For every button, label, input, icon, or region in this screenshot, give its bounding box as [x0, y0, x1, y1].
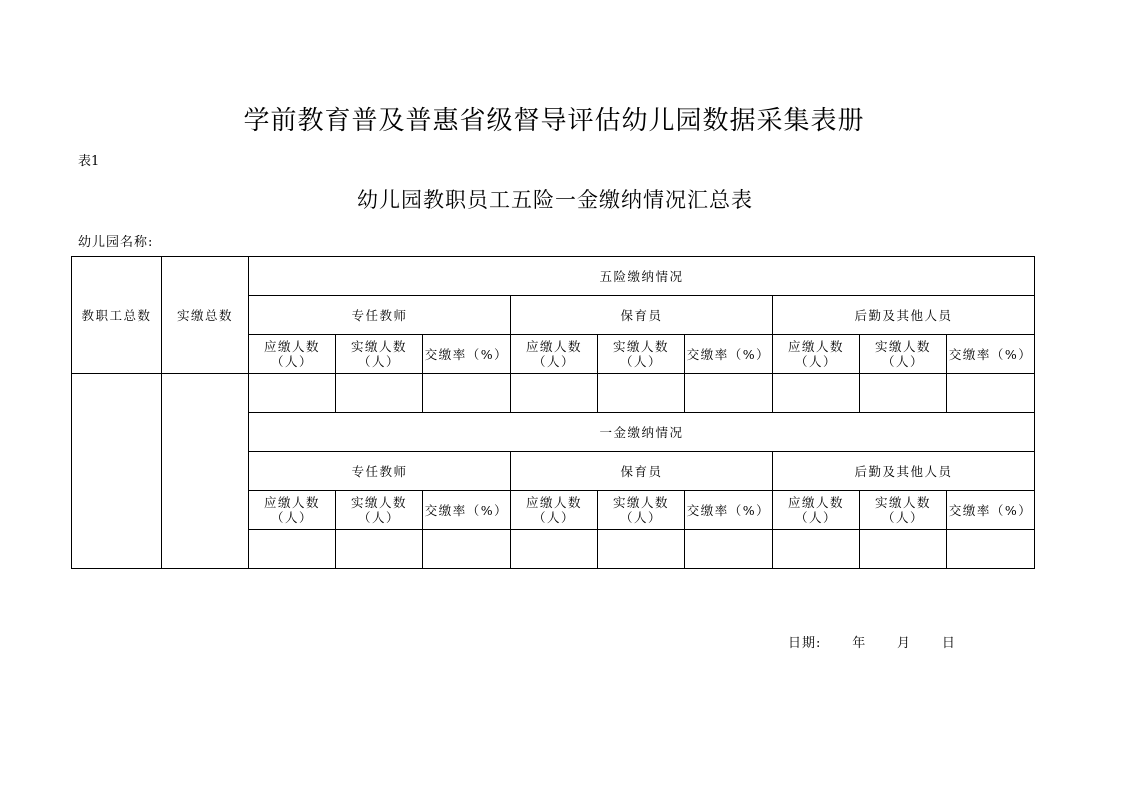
fund-teachers-due-cell[interactable] — [249, 530, 336, 569]
due-count-label: 应缴人数 — [263, 339, 320, 354]
date-line — [788, 632, 956, 651]
header-rate: 交缴率（%） — [685, 335, 773, 374]
date-year: 年 — [852, 636, 867, 651]
due-count-label: 应缴人数 — [787, 339, 844, 354]
fund-group-logistics: 后勤及其他人员 — [773, 452, 1035, 491]
insurance-caregivers-paid-cell[interactable] — [598, 374, 685, 413]
header-paid-count — [860, 491, 947, 530]
total-staff-cell[interactable] — [72, 374, 162, 569]
header-fund-section: 一金缴纳情况 — [249, 413, 1035, 452]
header-actual-total: 实缴总数 — [162, 257, 249, 374]
due-count-unit: （人） — [794, 510, 837, 525]
header-rate: 交缴率（%） — [423, 335, 511, 374]
table-number: 表1 — [78, 154, 100, 169]
fund-logistics-due-cell[interactable] — [773, 530, 860, 569]
fund-logistics-rate-cell[interactable] — [947, 530, 1035, 569]
paid-count-label: 实缴人数 — [350, 339, 407, 354]
date-label: 日期: — [788, 636, 822, 651]
paid-count-label: 实缴人数 — [612, 339, 669, 354]
due-count-unit: （人） — [532, 510, 575, 525]
due-count-unit: （人） — [532, 354, 575, 369]
header-paid-count — [860, 335, 947, 374]
due-count-label: 应缴人数 — [525, 339, 582, 354]
header-due-count — [511, 491, 598, 530]
header-group-logistics: 后勤及其他人员 — [773, 296, 1035, 335]
due-count-label: 应缴人数 — [787, 495, 844, 510]
insurance-data-row — [72, 374, 1035, 413]
payment-summary-table — [71, 256, 1035, 569]
header-paid-count — [598, 335, 685, 374]
paid-count-unit: （人） — [357, 354, 400, 369]
header-total-staff: 教职工总数 — [72, 257, 162, 374]
due-count-label: 应缴人数 — [263, 495, 320, 510]
table-title: 幼儿园教职员工五险一金缴纳情况汇总表 — [357, 188, 753, 212]
header-paid-count — [598, 491, 685, 530]
header-paid-count — [336, 335, 423, 374]
header-due-count — [511, 335, 598, 374]
due-count-unit: （人） — [270, 354, 313, 369]
header-insurance-section: 五险缴纳情况 — [249, 257, 1035, 296]
document-title: 学前教育普及普惠省级督导评估幼儿园数据采集表册 — [243, 106, 865, 136]
date-day: 日 — [941, 636, 956, 651]
paid-count-unit: （人） — [881, 354, 924, 369]
fund-teachers-paid-cell[interactable] — [336, 530, 423, 569]
insurance-caregivers-rate-cell[interactable] — [685, 374, 773, 413]
fund-group-teachers: 专任教师 — [249, 452, 511, 491]
header-due-count — [773, 491, 860, 530]
due-count-label: 应缴人数 — [525, 495, 582, 510]
header-group-teachers: 专任教师 — [249, 296, 511, 335]
paid-count-label: 实缴人数 — [350, 495, 407, 510]
header-due-count — [249, 491, 336, 530]
header-paid-count — [336, 491, 423, 530]
paid-count-label: 实缴人数 — [874, 495, 931, 510]
header-due-count — [773, 335, 860, 374]
paid-count-label: 实缴人数 — [612, 495, 669, 510]
insurance-teachers-rate-cell[interactable] — [423, 374, 511, 413]
header-rate: 交缴率（%） — [423, 491, 511, 530]
due-count-unit: （人） — [270, 510, 313, 525]
fund-teachers-rate-cell[interactable] — [423, 530, 511, 569]
insurance-teachers-due-cell[interactable] — [249, 374, 336, 413]
fund-caregivers-rate-cell[interactable] — [685, 530, 773, 569]
header-rate: 交缴率（%） — [947, 335, 1035, 374]
fund-group-caregivers: 保育员 — [511, 452, 773, 491]
insurance-logistics-rate-cell[interactable] — [947, 374, 1035, 413]
paid-count-unit: （人） — [619, 510, 662, 525]
paid-count-label: 实缴人数 — [874, 339, 931, 354]
fund-caregivers-due-cell[interactable] — [511, 530, 598, 569]
actual-total-cell[interactable] — [162, 374, 249, 569]
paid-count-unit: （人） — [619, 354, 662, 369]
header-group-caregivers: 保育员 — [511, 296, 773, 335]
paid-count-unit: （人） — [881, 510, 924, 525]
insurance-logistics-due-cell[interactable] — [773, 374, 860, 413]
header-due-count — [249, 335, 336, 374]
insurance-teachers-paid-cell[interactable] — [336, 374, 423, 413]
paid-count-unit: （人） — [357, 510, 400, 525]
insurance-caregivers-due-cell[interactable] — [511, 374, 598, 413]
header-rate: 交缴率（%） — [685, 491, 773, 530]
insurance-logistics-paid-cell[interactable] — [860, 374, 947, 413]
fund-logistics-paid-cell[interactable] — [860, 530, 947, 569]
due-count-unit: （人） — [794, 354, 837, 369]
header-rate: 交缴率（%） — [947, 491, 1035, 530]
header-row-section — [72, 257, 1035, 296]
date-month: 月 — [897, 636, 912, 651]
fund-caregivers-paid-cell[interactable] — [598, 530, 685, 569]
kindergarten-name-label: 幼儿园名称: — [78, 235, 154, 250]
